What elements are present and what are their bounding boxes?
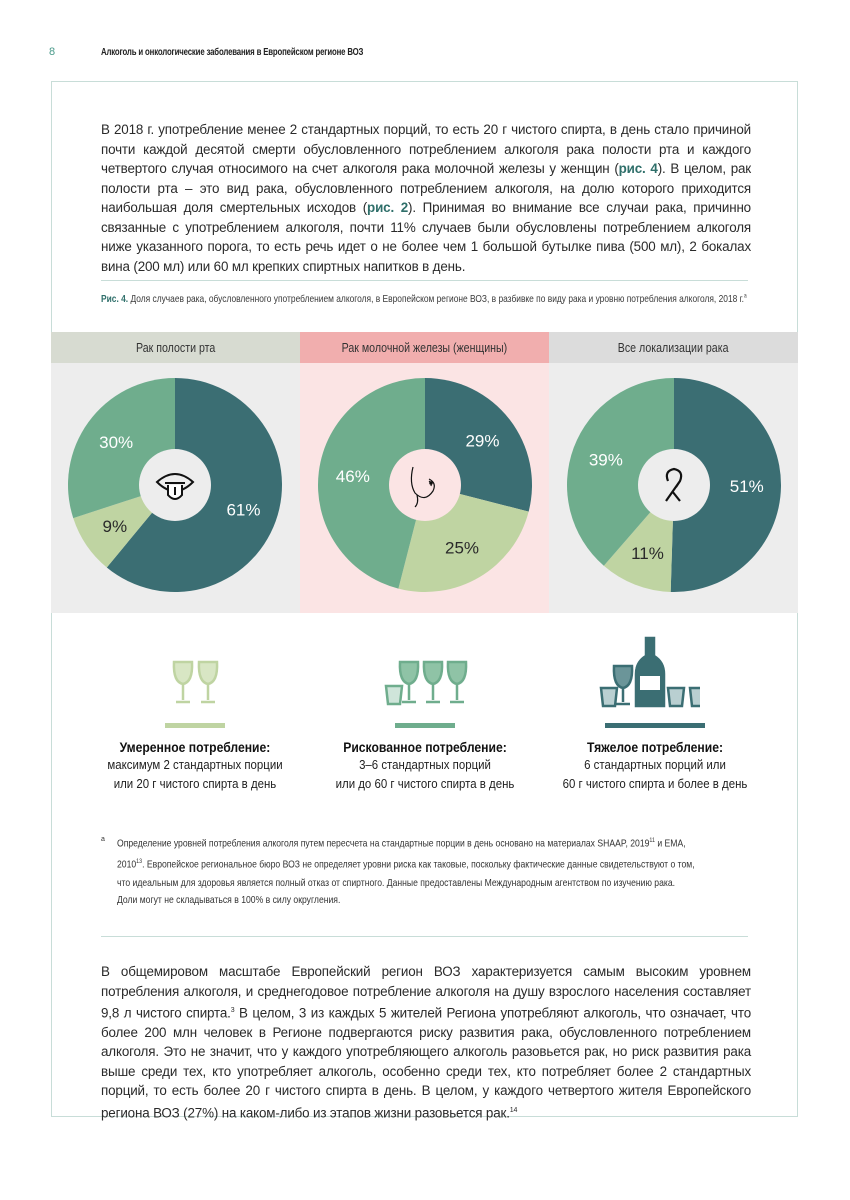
pie-slice-label: 46% [335, 466, 370, 486]
footnote-sup-1: 11 [649, 837, 655, 844]
level-desc-2: или 20 г чистого спирта в день [113, 776, 277, 791]
level-desc-1: максимум 2 стандартных порции [107, 757, 283, 772]
figure-label: Рис. 4. [101, 293, 129, 305]
risky-consumption [300, 723, 550, 793]
pie-slice-label: 30% [99, 433, 134, 453]
pie-slice-label: 39% [588, 450, 623, 470]
footnote-text-2: и EMA, 2010 [117, 837, 686, 871]
pie-center [389, 449, 461, 521]
panel-title: Рак молочной железы (женщины) [341, 340, 508, 355]
closing-text-1: В общемировом масштабе Европейский регион ВОЗ характеризуется самым высоким уровнем потребления алкоголя, и среднегодовое потребление алкоголя на душу взрослого населения составляет 9,8 л чистого спирта. [101, 964, 751, 1021]
pie-slice-label: 61% [226, 500, 261, 520]
panel-title: Все локализации рака [618, 340, 729, 355]
pie-slice-label: 11% [631, 543, 664, 563]
pie-slice-label: 51% [729, 477, 764, 497]
footnote-note: Доли могут не складываться в 100% в силу округления. [117, 894, 341, 906]
bottle-and-glasses-icon [601, 638, 700, 706]
heavy-bar [605, 723, 705, 728]
level-title: Умеренное потребление: [119, 740, 271, 755]
footnote [117, 832, 707, 893]
figure-ref-2[interactable]: рис. 2 [367, 200, 409, 215]
pie-slice-label: 29% [465, 431, 500, 451]
pie-slice-label: 25% [445, 538, 480, 558]
running-title: Алкоголь и онкологические заболевания в Европейском регионе ВОЗ [101, 47, 364, 58]
level-desc-1: 3–6 стандартных порций [359, 757, 491, 772]
two-wine-glasses-icon [174, 662, 217, 702]
intro-text-3: ). Принимая во внимание все случаи рака, причинно связанные с употреблением алкоголя, почти 11% случаев были обусловлены потреблением алкоголя ниже указанного порога, то есть речь идет о не более чем 1 большой бутылке пива (500 мл), 2 бокалах вина (200 мл) или 60 мл крепких спиртных напитков в день. [101, 200, 751, 274]
footnote-text-1: Определение уровней потребления алкоголя путем пересчета на стандартные порции в день основано на материалах SHAAP, 2019 [117, 837, 650, 850]
intro-text-1: В 2018 г. употребление менее 2 стандартных порций, то есть 20 г чистого спирта, в день стало причиной почти каждой десятой смерти обусловленного потреблением алкоголя рака полости рта и каждого четвертого случая относимого на счет алкоголя рака молочной железы у женщин ( [101, 122, 751, 176]
level-desc-1: 6 стандартных порций или [584, 757, 726, 772]
glasses-and-shots-icon [386, 662, 466, 704]
level-desc-2: или до 60 г чистого спирта в день [335, 776, 515, 791]
heavy-consumption [530, 723, 780, 793]
pie-slice-label: 9% [102, 516, 128, 536]
moderate-consumption [70, 723, 320, 793]
panel-title: Рак полости рта [135, 340, 216, 355]
consumption-icons [150, 630, 700, 730]
figure-caption-text: Доля случаев рака, обусловленного употреблением алкоголя, в Европейском регионе ВОЗ, в разбивке по виду рака и уровню потребления алкоголя, 2018 г. [130, 293, 744, 305]
closing-paragraph [101, 962, 751, 1123]
footnote-mark: a [101, 836, 105, 843]
footnote-text-3: . Европейское региональное бюро ВОЗ не определяет уровни риска как таковые, поскольку фактические данные свидетельствуют о том, что идеальным для здоровья является полный отказ от спиртного. Данные предоставлены Международным агентством по изучению рака. [117, 858, 695, 889]
divider [101, 936, 748, 937]
moderate-bar [165, 723, 225, 728]
pie-center [638, 449, 710, 521]
level-title: Тяжелое потребление: [586, 740, 724, 755]
caption-footnote-mark: a [744, 293, 747, 300]
figure-ref-4[interactable]: рис. 4 [618, 161, 658, 176]
closing-sup-2: 14 [509, 1106, 518, 1114]
footnote-sup-2: 13 [136, 858, 143, 865]
level-desc-2: 60 г чистого спирта и более в день [562, 776, 748, 791]
risky-bar [395, 723, 455, 728]
closing-sup-1: 3 [230, 1007, 235, 1014]
page-number: 8 [49, 46, 56, 58]
closing-text-2: В целом, 3 из каждых 5 жителей Региона употребляют алкоголь, что означает, что более 200 млн человек в Регионе подвергаются риску развития рака, обусловленного потреблением алкоголя. Это не значит, что у каждого употребляющего алкоголь разовьется рак, но риск развития рака выше среди тех, кто употребляет алкоголь, особенно среди тех, кто потребляет более 2 стандартных порций, то есть более 20 г чистого спирта в день. В целом, у каждого четвертого жителя Европейского региона ВОЗ (27%) на каком-либо из этапов жизни разовьется рак. [101, 1005, 751, 1121]
level-title: Рискованное потребление: [343, 740, 507, 755]
intro-text-2: ). В целом, рак полости рта – это вид рака, обусловленного потреблением алкоголя, на долю которого приходится наибольшая доля смертельных исходов ( [101, 161, 751, 215]
